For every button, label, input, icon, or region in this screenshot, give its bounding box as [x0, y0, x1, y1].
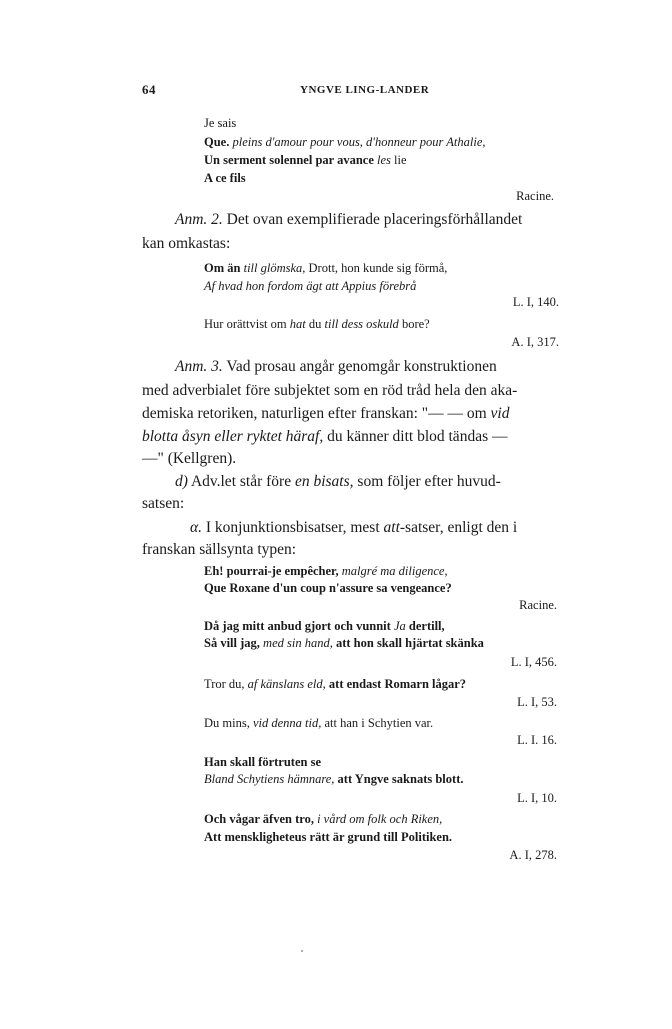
verse-line: Och vågar äfven tro, i vård om folk och Riken, — [204, 812, 443, 826]
verse-line: Hur orättvist om hat du till dess oskuld bore? — [204, 317, 430, 331]
source-citation: A. I, 278. — [509, 848, 557, 862]
paragraph-line: franskan sällsynta typen: — [142, 541, 297, 558]
source-citation: A. I, 317. — [511, 335, 559, 349]
verse-line: Que Roxane d'un coup n'assure sa vengeance? — [204, 581, 452, 595]
paragraph-line: demiska retoriken, naturligen efter franskan: "— — om vid — [142, 405, 510, 422]
paragraph-line: α. I konjunktionsbisatser, mest att-satser, enligt den i — [190, 519, 518, 536]
verse-line: Så vill jag, med sin hand, att hon skall hjärtat skänka — [204, 636, 484, 650]
verse-line: Que. pleins d'amour pour vous, d'honneur pour Athalie, — [204, 135, 486, 149]
paragraph-line: —" (Kellgren). — [142, 450, 237, 467]
verse-line: Tror du, af känslans eld, att endast Romarn lågar? — [204, 677, 467, 691]
paragraph-line: blotta åsyn eller ryktet häraf, du känner ditt blod tändas — — [142, 428, 508, 445]
verse-line: Då jag mitt anbud gjort och vunnit Ja dertill, — [204, 619, 445, 633]
verse-line: Eh! pourrai-je empêcher, malgré ma diligence, — [204, 564, 448, 578]
verse-line: Af hvad hon fordom ägt att Appius förebrå — [204, 279, 417, 293]
source-citation: L. I, 10. — [517, 791, 557, 805]
page-number: 64 — [142, 82, 156, 97]
paragraph-line: d) Adv.let står före en bisats, som följer efter huvud- — [175, 473, 501, 490]
verse-line: Bland Schytiens hämnare, att Yngve saknats blott. — [204, 772, 464, 786]
source-citation: L. I, 53. — [517, 695, 557, 709]
source-citation: Racine. — [519, 598, 557, 612]
paragraph-line: Anm. 3. Vad prosau angår genomgår konstruktionen — [175, 358, 497, 375]
source-citation: Racine. — [516, 189, 554, 203]
paragraph-line: kan omkastas: — [142, 235, 231, 252]
paper-speck — [301, 950, 303, 952]
verse-line: Om än till glömska, Drott, hon kunde sig förmå, — [204, 261, 448, 275]
verse-line: A ce fils — [204, 171, 246, 185]
verse-line: Du mins, vid denna tid, att han i Schytien var. — [204, 716, 434, 730]
source-citation: L. I, 456. — [510, 655, 557, 669]
paragraph-line: Anm. 2. Det ovan exemplifierade placeringsförhållandet — [175, 211, 523, 228]
verse-line: Att menskligheteus rätt är grund till Politiken. — [204, 830, 453, 844]
verse-line: Un serment solennel par avance les lie — [204, 153, 407, 167]
source-citation: L. I. 16. — [517, 733, 557, 747]
running-title: YNGVE LING-LANDER — [300, 84, 430, 96]
paragraph-line: med adverbialet före subjektet som en röd tråd hela den aka- — [142, 382, 518, 399]
verse-line: Je sais — [204, 116, 237, 130]
source-citation: L. I, 140. — [512, 295, 559, 309]
paragraph-line: satsen: — [142, 495, 185, 512]
verse-line: Han skall förtruten se — [204, 755, 322, 769]
